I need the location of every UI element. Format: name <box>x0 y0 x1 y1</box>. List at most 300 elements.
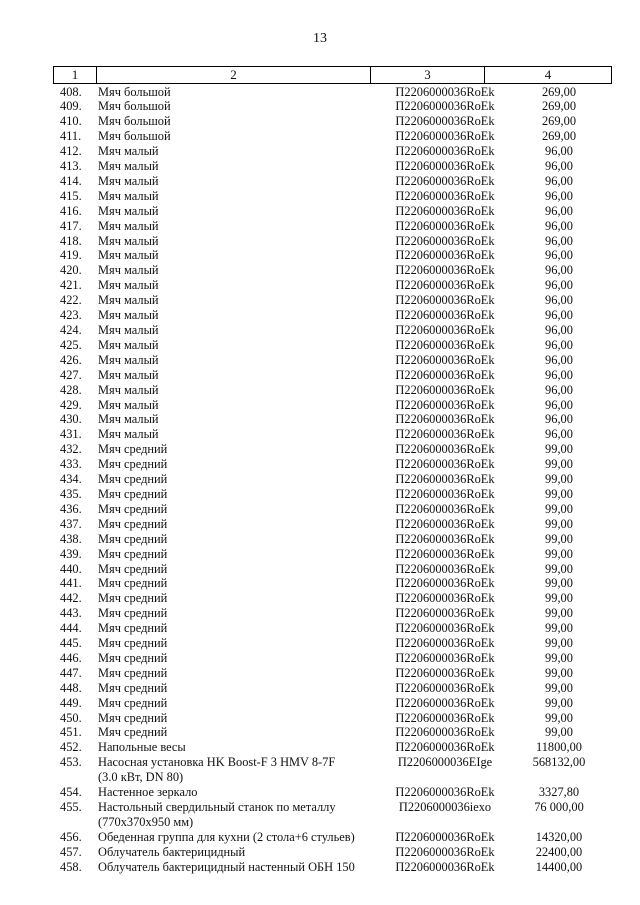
item-price: 96,00 <box>545 278 573 293</box>
item-name <box>98 487 372 502</box>
item-name <box>98 547 372 562</box>
item-code: П2206000036RoEk <box>395 308 495 323</box>
item-name <box>98 696 372 711</box>
item-name-line: Насосная установка HK Boost-F 3 HMV 8-7F <box>98 755 336 770</box>
item-name-line: Мяч малый <box>98 188 159 203</box>
item-name <box>98 398 372 413</box>
item-code: П2206000036RoEk <box>395 337 495 352</box>
item-name-line: Мяч большой <box>98 129 171 144</box>
row-number: 408. <box>60 84 82 99</box>
row-number: 410. <box>60 114 82 129</box>
item-name <box>98 248 372 263</box>
row-number: 442. <box>60 591 82 606</box>
item-name-line: Мяч средний <box>98 472 168 487</box>
item-name-line: Мяч малый <box>98 367 159 382</box>
item-code: П2206000036RoEk <box>395 457 495 472</box>
item-price: 99,00 <box>545 546 573 561</box>
item-code: П2206000036RoEk <box>395 188 495 203</box>
table-row <box>0 606 640 621</box>
row-number: 457. <box>60 844 82 859</box>
item-name-line: Мяч средний <box>98 457 168 472</box>
row-number: 440. <box>60 561 82 576</box>
row-number: 452. <box>60 740 82 755</box>
item-name-line: Мяч малый <box>98 352 159 367</box>
item-name-line: Мяч средний <box>98 576 168 591</box>
item-name-line: Мяч средний <box>98 621 168 636</box>
item-price: 96,00 <box>545 293 573 308</box>
row-number: 436. <box>60 501 82 516</box>
row-number: 439. <box>60 546 82 561</box>
row-number: 414. <box>60 173 82 188</box>
item-code: П2206000036RoEk <box>395 636 495 651</box>
item-name-line: Мяч большой <box>98 84 171 99</box>
table-row <box>0 755 640 785</box>
table-row <box>0 114 640 129</box>
item-code: П2206000036RoEk <box>395 695 495 710</box>
item-name-line: Настенное зеркало <box>98 785 198 800</box>
table-row <box>0 651 640 666</box>
table-row <box>0 159 640 174</box>
row-number: 424. <box>60 323 82 337</box>
table-row <box>0 129 640 144</box>
item-code: П2206000036RoEk <box>395 99 495 114</box>
item-name-line: Мяч средний <box>98 486 168 501</box>
row-number: 433. <box>60 457 82 472</box>
item-price: 99,00 <box>545 531 573 546</box>
item-name-line: Мяч малый <box>98 323 159 337</box>
item-name <box>98 651 372 666</box>
table-row <box>0 398 640 413</box>
item-name-line: Мяч малый <box>98 382 159 397</box>
table-row <box>0 442 640 457</box>
item-code: П2206000036RoEk <box>395 486 495 501</box>
item-price: 269,00 <box>541 114 577 129</box>
item-price: 11800,00 <box>535 740 582 755</box>
table-row <box>0 696 640 711</box>
item-name <box>98 129 372 144</box>
item-code: П2206000036RoEk <box>395 442 495 457</box>
row-number: 446. <box>60 650 82 665</box>
table-row <box>0 502 640 517</box>
item-price: 99,00 <box>545 442 573 457</box>
row-number: 419. <box>60 248 82 263</box>
item-name <box>98 234 372 249</box>
item-name-line: Мяч средний <box>98 442 168 457</box>
page-number: 13 <box>313 31 327 46</box>
item-name-line: Мяч большой <box>98 114 171 129</box>
item-code: П2206000036RoEk <box>395 203 495 218</box>
item-name-line: Мяч средний <box>98 561 168 576</box>
item-price: 14320,00 <box>535 829 583 844</box>
table-row <box>0 412 640 427</box>
row-number: 422. <box>60 293 82 308</box>
table-row <box>0 219 640 234</box>
item-price: 76 000,00 <box>534 800 584 814</box>
item-code: П2206000036RoEk <box>395 561 495 576</box>
item-price: 99,00 <box>545 561 573 576</box>
item-price: 96,00 <box>545 263 573 278</box>
row-number: 456. <box>60 829 82 844</box>
row-number: 451. <box>60 725 82 740</box>
item-name-line: Настольный свердильный станок по металлу <box>98 800 336 814</box>
item-price: 99,00 <box>545 710 573 725</box>
item-name <box>98 338 372 353</box>
row-number: 438. <box>60 531 82 546</box>
item-code: П2206000036RoEk <box>395 591 495 606</box>
item-price: 96,00 <box>545 233 573 248</box>
item-name <box>98 666 372 681</box>
item-code: П2206000036RoEk <box>395 159 495 174</box>
item-name <box>98 99 372 114</box>
item-name-line: Мяч малый <box>98 397 159 412</box>
row-number: 428. <box>60 382 82 397</box>
item-name <box>98 85 372 100</box>
item-code: П2206000036RoEk <box>395 844 495 859</box>
item-name <box>98 711 372 726</box>
item-name <box>98 785 372 800</box>
item-code: П2206000036EIge <box>397 755 493 770</box>
table-row <box>0 562 640 577</box>
item-name-line: Мяч малый <box>98 233 159 248</box>
table-row <box>0 174 640 189</box>
row-number: 413. <box>60 159 82 174</box>
item-code: П2206000036RoEk <box>395 233 495 248</box>
item-price: 99,00 <box>545 457 573 472</box>
table-header <box>53 66 612 84</box>
item-name-line: Облучатель бактерицидный <box>98 844 246 859</box>
row-number: 441. <box>60 576 82 591</box>
item-code: П2206000036RoEk <box>395 248 495 263</box>
item-code: П2206000036RoEk <box>395 606 495 621</box>
item-name-line: Обеденная группа для кухни (2 стола+6 стульев) <box>98 829 355 844</box>
item-name-line: Мяч малый <box>98 308 159 323</box>
table-row <box>0 591 640 606</box>
row-number: 418. <box>60 233 82 248</box>
item-price: 96,00 <box>545 144 573 159</box>
table-row <box>0 487 640 502</box>
column-header-number: 1 <box>54 67 97 83</box>
row-number: 435. <box>60 486 82 501</box>
row-number: 411. <box>60 129 82 144</box>
row-number: 430. <box>60 412 82 427</box>
row-number: 416. <box>60 203 82 218</box>
table-row <box>0 234 640 249</box>
item-name-line: Мяч средний <box>98 725 168 740</box>
row-number: 427. <box>60 367 82 382</box>
column-header-name: 2 <box>97 67 371 83</box>
item-price: 99,00 <box>545 472 573 487</box>
item-price: 3327,80 <box>538 785 580 800</box>
item-price: 99,00 <box>545 516 573 531</box>
item-code: П2206000036RoEk <box>395 531 495 546</box>
item-price: 99,00 <box>545 650 573 665</box>
item-price: 99,00 <box>545 695 573 710</box>
item-price: 99,00 <box>545 680 573 695</box>
item-name <box>98 353 372 368</box>
table-row <box>0 308 640 323</box>
item-code: П2206000036RoEk <box>395 218 495 233</box>
row-number: 437. <box>60 516 82 531</box>
table-row <box>0 621 640 636</box>
item-price: 269,00 <box>541 99 577 114</box>
item-price: 99,00 <box>545 486 573 501</box>
item-code: П2206000036RoEk <box>395 367 495 382</box>
item-name-line: Мяч малый <box>98 263 159 278</box>
item-price: 96,00 <box>545 412 573 427</box>
item-code: П2206000036RoEk <box>395 278 495 293</box>
item-name <box>98 442 372 457</box>
item-name-line: Мяч средний <box>98 695 168 710</box>
item-code: П2206000036RoEk <box>395 665 495 680</box>
item-name-line: Мяч средний <box>98 680 168 695</box>
item-code: П2206000036RoEk <box>395 323 495 337</box>
item-name <box>98 621 372 636</box>
item-code: П2206000036RoEk <box>395 621 495 636</box>
table-row <box>0 740 640 755</box>
item-price: 96,00 <box>545 337 573 352</box>
item-name-line: (3.0 кВт, DN 80) <box>98 770 184 785</box>
item-code: П2206000036RoEk <box>395 412 495 427</box>
table-row <box>0 532 640 547</box>
item-name <box>98 323 372 338</box>
row-number: 425. <box>60 337 82 352</box>
item-code: П2206000036RoEk <box>395 546 495 561</box>
item-price: 96,00 <box>545 382 573 397</box>
item-name <box>98 457 372 472</box>
item-price: 99,00 <box>545 725 573 740</box>
item-name-line: Мяч малый <box>98 159 159 174</box>
item-price: 96,00 <box>545 248 573 263</box>
row-number: 417. <box>60 218 82 233</box>
row-number: 453. <box>60 755 82 770</box>
item-price: 96,00 <box>545 173 573 188</box>
item-name <box>98 591 372 606</box>
item-name <box>98 562 372 577</box>
item-price: 96,00 <box>545 188 573 203</box>
row-number: 445. <box>60 636 82 651</box>
item-name-line: Мяч малый <box>98 293 159 308</box>
item-price: 269,00 <box>541 129 577 144</box>
item-name-line: Мяч средний <box>98 710 168 725</box>
table-row <box>0 99 640 114</box>
row-number: 454. <box>60 785 82 800</box>
item-name-line: Мяч малый <box>98 427 159 442</box>
row-number: 444. <box>60 621 82 636</box>
table-row <box>0 547 640 562</box>
item-price: 99,00 <box>545 606 573 621</box>
table-row <box>0 845 640 860</box>
table-row <box>0 368 640 383</box>
table-row <box>0 457 640 472</box>
item-price: 269,00 <box>541 84 577 99</box>
item-price: 22400,00 <box>535 844 583 859</box>
item-code: П2206000036RoEk <box>395 680 495 695</box>
item-name-line: Мяч малый <box>98 248 159 263</box>
item-name-line: Мяч средний <box>98 516 168 531</box>
item-name-line: Мяч средний <box>98 546 168 561</box>
table-row <box>0 830 640 845</box>
item-price: 96,00 <box>545 367 573 382</box>
item-name-line: Мяч малый <box>98 218 159 233</box>
row-number: 412. <box>60 144 82 159</box>
item-name-line: Мяч малый <box>98 144 159 159</box>
row-number: 450. <box>60 710 82 725</box>
item-name-line: Мяч малый <box>98 278 159 293</box>
row-number: 426. <box>60 352 82 367</box>
item-name <box>98 427 372 442</box>
item-name <box>98 606 372 621</box>
item-price: 99,00 <box>545 591 573 606</box>
item-name <box>98 263 372 278</box>
table-row <box>0 278 640 293</box>
item-code: П2206000036RoEk <box>395 352 495 367</box>
table-row <box>0 293 640 308</box>
table-row <box>0 681 640 696</box>
item-price: 96,00 <box>545 323 573 337</box>
item-name <box>98 740 372 755</box>
item-name <box>98 725 372 740</box>
table-row <box>0 711 640 726</box>
row-number: 429. <box>60 397 82 412</box>
item-code: П2206000036RoEk <box>395 785 495 800</box>
item-name <box>98 144 372 159</box>
item-code: П2206000036RoEk <box>395 129 495 144</box>
item-name <box>98 159 372 174</box>
item-name <box>98 293 372 308</box>
item-price: 99,00 <box>545 621 573 636</box>
item-code: П2206000036iexo <box>398 800 492 814</box>
item-name-line: Мяч большой <box>98 99 171 114</box>
item-price: 99,00 <box>545 576 573 591</box>
table-row <box>0 666 640 681</box>
table-row <box>0 860 640 875</box>
item-name <box>98 681 372 696</box>
column-header-code: 3 <box>371 67 485 83</box>
item-name <box>98 114 372 129</box>
item-price: 14400,00 <box>535 859 583 874</box>
item-name <box>98 278 372 293</box>
table-row <box>0 517 640 532</box>
item-name-line: (770х370х950 мм) <box>98 814 194 829</box>
item-code: П2206000036RoEk <box>395 650 495 665</box>
table-row <box>0 353 640 368</box>
item-name-line: Мяч средний <box>98 531 168 546</box>
item-name <box>98 576 372 591</box>
item-price: 96,00 <box>545 218 573 233</box>
table-row <box>0 338 640 353</box>
row-number: 420. <box>60 263 82 278</box>
item-code: П2206000036RoEk <box>395 740 495 755</box>
table-row <box>0 204 640 219</box>
item-name <box>98 174 372 189</box>
item-price: 96,00 <box>545 397 573 412</box>
row-number: 409. <box>60 99 82 114</box>
row-number: 448. <box>60 680 82 695</box>
item-name-line: Мяч средний <box>98 501 168 516</box>
row-number: 423. <box>60 308 82 323</box>
item-code: П2206000036RoEk <box>395 576 495 591</box>
item-name <box>98 204 372 219</box>
item-code: П2206000036RoEk <box>395 829 495 844</box>
item-name-line: Мяч малый <box>98 337 159 352</box>
item-name <box>98 636 372 651</box>
item-name <box>98 532 372 547</box>
table-row <box>0 472 640 487</box>
item-name <box>98 412 372 427</box>
item-name <box>98 517 372 532</box>
item-price: 96,00 <box>545 427 573 442</box>
item-code: П2206000036RoEk <box>395 84 495 99</box>
item-name <box>98 800 372 830</box>
table-row <box>0 800 640 830</box>
item-code: П2206000036RoEk <box>395 472 495 487</box>
table-row <box>0 725 640 740</box>
item-code: П2206000036RoEk <box>395 516 495 531</box>
item-price: 99,00 <box>545 501 573 516</box>
row-number: 449. <box>60 695 82 710</box>
item-code: П2206000036RoEk <box>395 859 495 874</box>
item-name <box>98 860 372 875</box>
table-row <box>0 144 640 159</box>
item-code: П2206000036RoEk <box>395 427 495 442</box>
item-name-line: Облучатель бактерицидный настенный ОБН 150 <box>98 859 355 874</box>
item-code: П2206000036RoEk <box>395 293 495 308</box>
item-code: П2206000036RoEk <box>395 501 495 516</box>
item-price: 96,00 <box>545 159 573 174</box>
row-number: 458. <box>60 859 82 874</box>
item-name <box>98 383 372 398</box>
table-row <box>0 189 640 204</box>
row-number: 421. <box>60 278 82 293</box>
item-code: П2206000036RoEk <box>395 725 495 740</box>
item-name-line: Мяч малый <box>98 173 159 188</box>
item-name-line: Мяч средний <box>98 606 168 621</box>
item-code: П2206000036RoEk <box>395 382 495 397</box>
item-name-line: Мяч средний <box>98 650 168 665</box>
item-name <box>98 368 372 383</box>
item-code: П2206000036RoEk <box>395 397 495 412</box>
row-number: 443. <box>60 606 82 621</box>
item-price: 99,00 <box>545 636 573 651</box>
column-header-price: 4 <box>544 67 552 82</box>
table-row <box>0 785 640 800</box>
row-number: 455. <box>60 800 82 814</box>
item-code: П2206000036RoEk <box>395 263 495 278</box>
table-row <box>0 576 640 591</box>
table-row <box>0 248 640 263</box>
item-name-line: Мяч средний <box>98 591 168 606</box>
table-row <box>0 427 640 442</box>
item-code: П2206000036RoEk <box>395 710 495 725</box>
item-name <box>98 308 372 323</box>
item-price: 99,00 <box>545 665 573 680</box>
item-name <box>98 830 372 845</box>
item-name-line: Мяч малый <box>98 203 159 218</box>
item-name-line: Мяч малый <box>98 412 159 427</box>
table-row <box>0 323 640 338</box>
item-name <box>98 219 372 234</box>
item-name <box>98 472 372 487</box>
table-row <box>0 263 640 278</box>
row-number: 415. <box>60 188 82 203</box>
item-name-line: Мяч средний <box>98 665 168 680</box>
item-price: 96,00 <box>545 203 573 218</box>
item-name <box>98 845 372 860</box>
item-code: П2206000036RoEk <box>395 144 495 159</box>
row-number: 431. <box>60 427 82 442</box>
item-code: П2206000036RoEk <box>395 114 495 129</box>
item-name-line: Мяч средний <box>98 636 168 651</box>
